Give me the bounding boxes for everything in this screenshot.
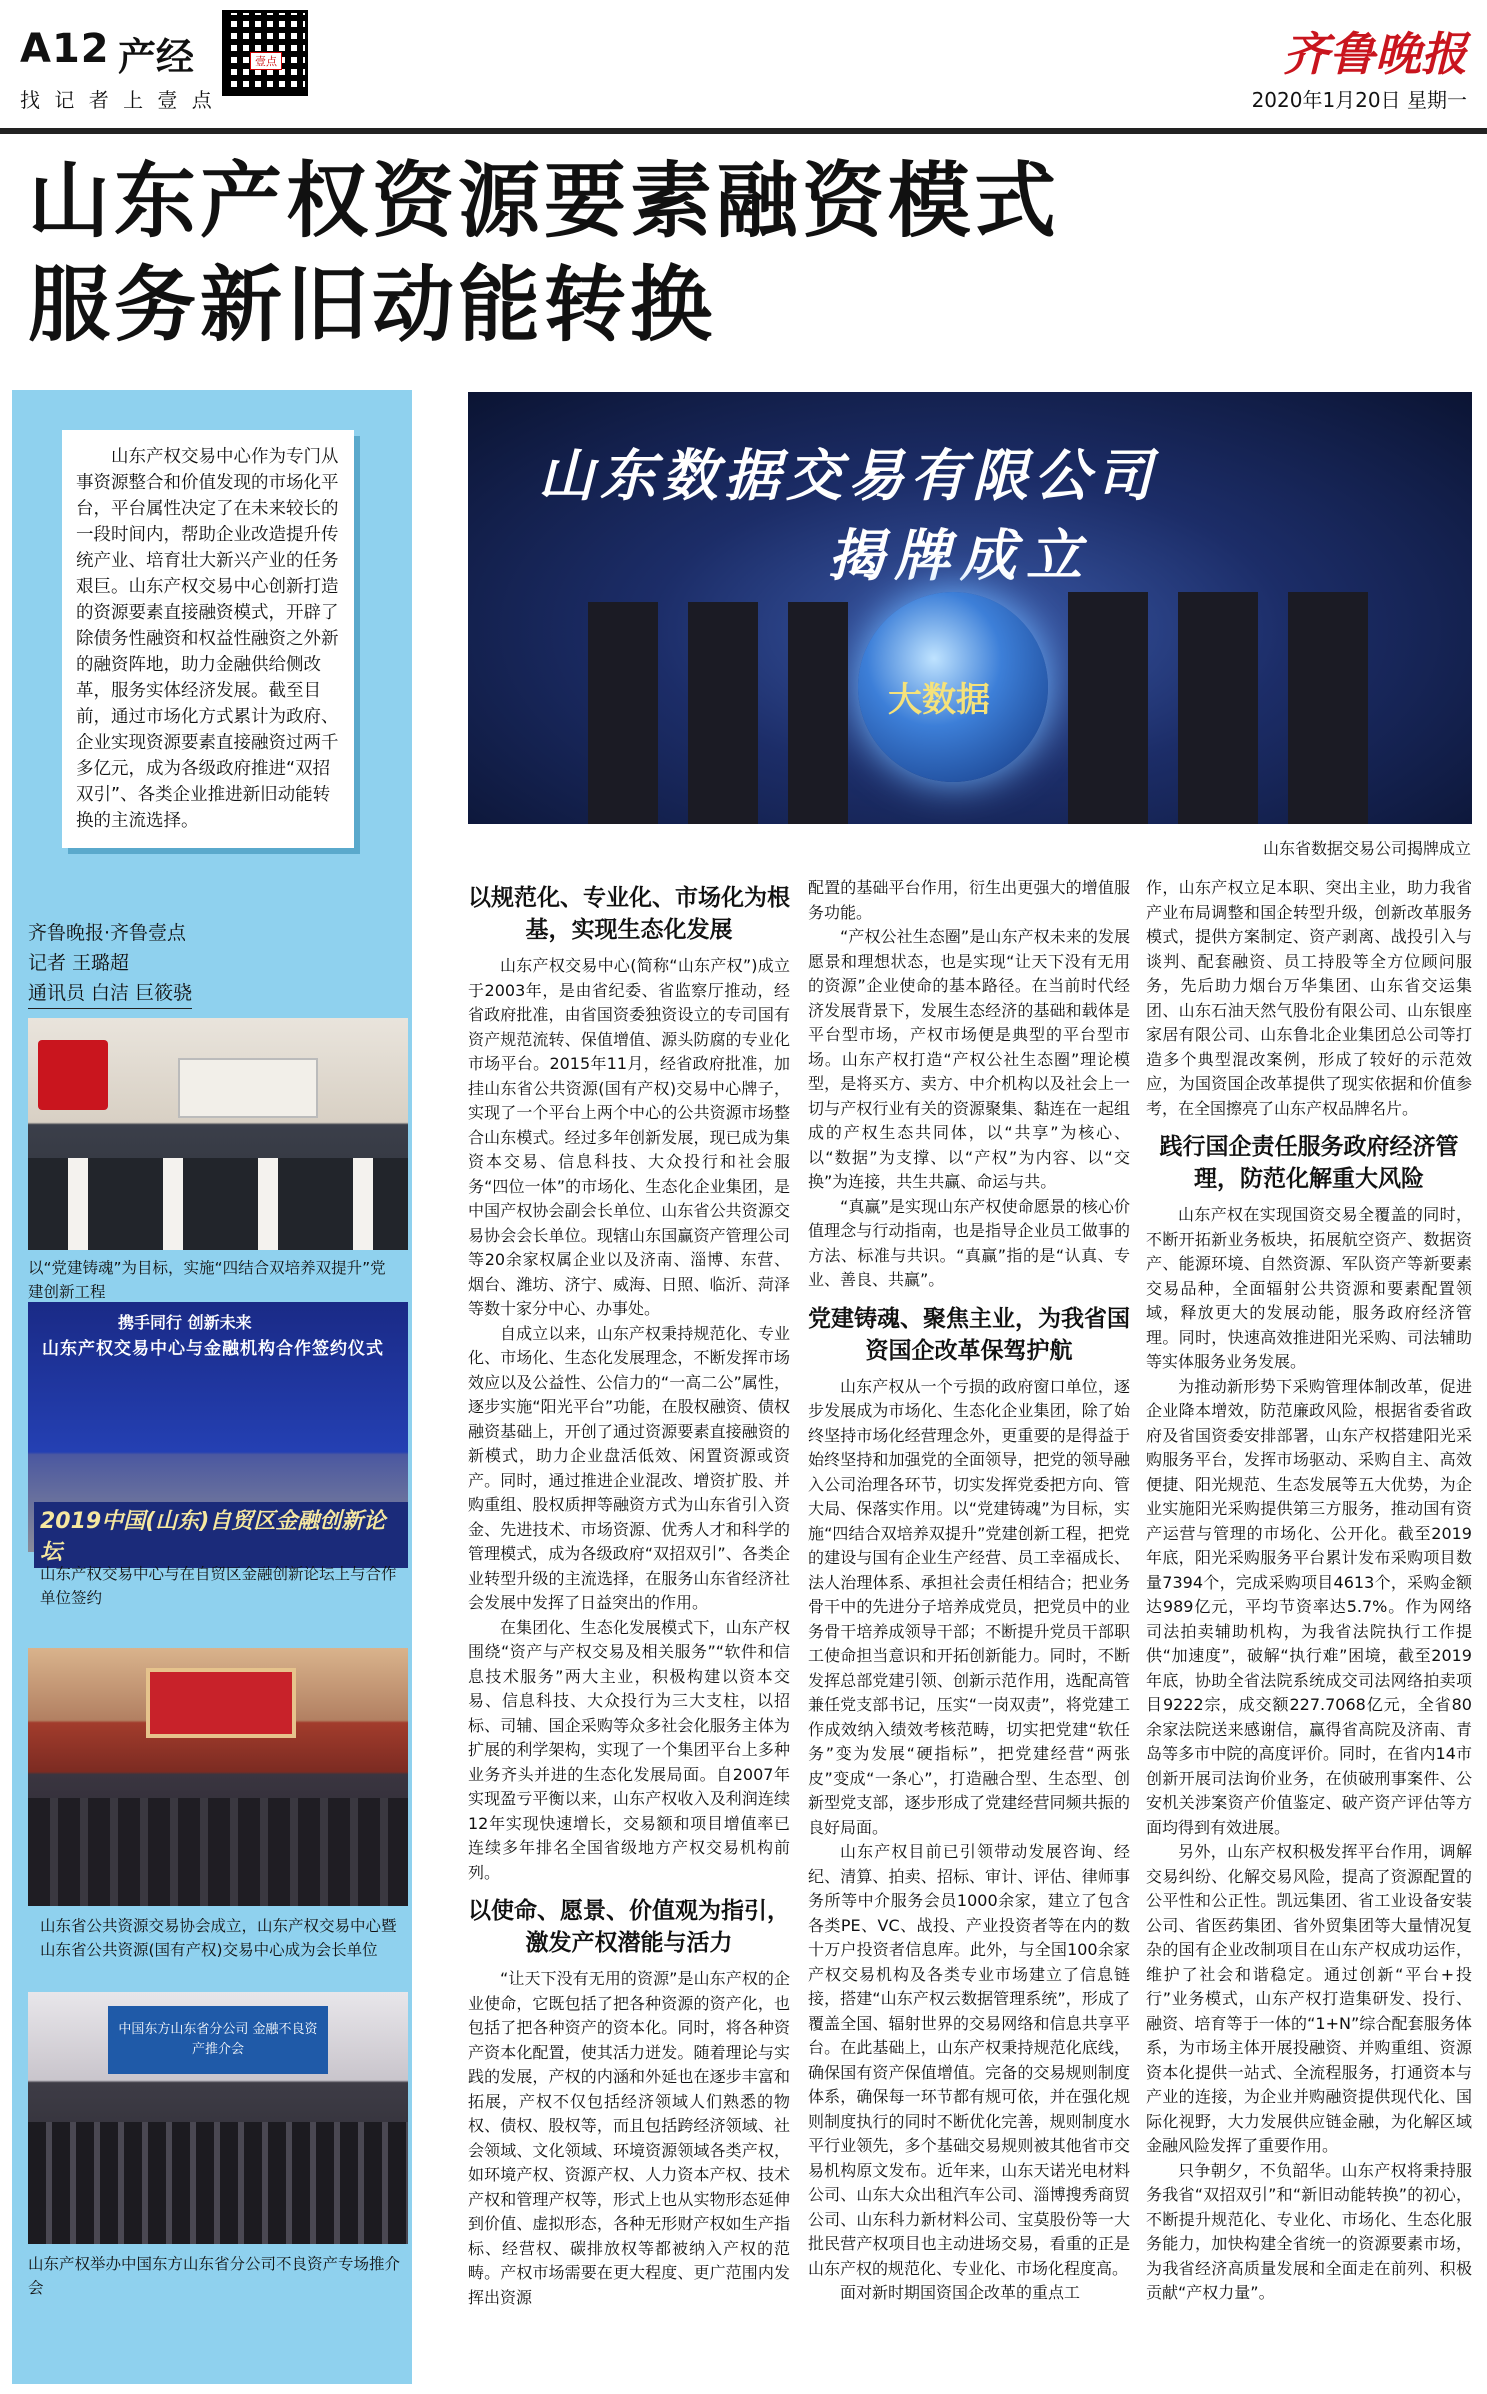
globe-label: 大数据	[888, 680, 990, 720]
red-board	[38, 1040, 108, 1110]
paragraph: 山东产权在实现国资交易全覆盖的同时，不断开拓新业务板块，拓展航空资产、数据资产、能源环境、自然资源、军队资产等新要素交易品种，全面辐射公共资源和要素配置领域，释放更大的发展动能，服务政府经济管理。同时，快速高效推进阳光采购、司法辅助等实体服务业务发展。	[1146, 1205, 1472, 1371]
header-tagline: 找 记 者 上 壹 点	[20, 88, 216, 112]
intro-box: 山东产权交易中心作为专门从事资源整合和价值发现的市场化平台，平台属性决定了在未来较长的一段时间内，帮助企业改造提升传统产业、培育壮大新兴产业的任务艰巨。山东产权交易中心创新打造的资源要素直接融资模式，开辟了除债务性融资和权益性融资之外新的融资阵地，助力金融供给侧改革，服务实体经济发展。截至目前，通过市场化方式累计为政府、企业实现资源要素直接融资过两千多亿元，成为各级政府推进“双招双引”、各类企业推进新旧动能转换的主流选择。	[62, 430, 354, 848]
main-photo-banner-line-2: 揭牌成立	[828, 523, 1092, 589]
section-name: 产经	[118, 35, 195, 79]
stage-screen: 中国东方山东省分公司 金融不良资产推介会	[108, 2006, 328, 2074]
paragraph: 作，山东产权立足本职、突出主业，助力我省产业布局调整和国企转型升级，创新改革服务模式，提供方案制定、资产剥离、战投引入与谈判、配套融资、员工持股等全方位顾问服务，先后助力烟台万华集团、山东省交运集团、山东石油天然气股份有限公司、山东银座家居有限公司、山东鲁北企业集团总公司等打造多个典型混改案例，形成了较好的示范效应，为国资国企改革提供了现实依据和价值参考，在全国擦亮了山东产权品牌名片。	[1146, 878, 1472, 1118]
paragraph: 山东产权从一个亏损的政府窗口单位，逐步发展成为市场化、生态化企业集团，除了始终坚持市场化经营理念外，更重要的是得益于始终坚持和加强党的全面领导，把党的领导融入公司治理各环节，切实发挥党委把方向、管大局、保落实作用。以“党建铸魂”为目标，实施“四结合双培养双提升”党建创新工程，把党的建设与国有企业生产经营、员工幸福成长、法人治理体系、承担社会责任相结合；把业务骨干中的先进分子培养成党员，把党员中的业务骨干培养成领导干部；不断提升党员干部职工使命担当意识和开拓创新能力。同时，不断发挥总部党建引领、创新示范作用，选配高管兼任党支部书记，压实“一岗双责”，将党建工作成效纳入绩效考核范畴，切实把党建“软任务”变为发展“硬指标”，把党建经营“两张皮”变成“一条心”，打造融合型、生态型、创新型党支部，逐步形成了党建经营同频共振的良好局面。	[808, 1376, 1130, 1837]
paragraph: 山东产权交易中心(简称“山东产权”)成立于2003年，是由省纪委、省监察厅推动，经省政府批准，由省国资委独资设立的专司国有资产规范流转、保值增值、源头防腐的专业化市场平台。2015年11月，经省政府批准，加挂山东省公共资源(国有产权)交易中心牌子，实现了一个平台上两个中心的公共资源市场整合山东模式。经过多年创新发展，现已成为集资本交易、信息科技、大众投行和社会服务“四位一体”的市场化、生态化企业集团，是中国产权协会副会长单位、山东省公共资源交易协会会长单位。现辖山东国赢资产管理公司等20余家权属企业以及济南、淄博、东营、烟台、潍坊、济宁、威海、日照、临沂、菏泽等数十家分中心、办事处。	[468, 956, 790, 1318]
audience	[28, 1158, 408, 1250]
paragraph: 另外，山东产权积极发挥平台作用，调解交易纠纷、化解交易风险，提高了资源配置的公平性和公正性。凯远集团、省工业设备安装公司、省医药集团、省外贸集团等大量情况复杂的国有企业改制项目在山东产权成功运作，维护了社会和谐稳定。通过创新“平台+投行”业务模式，山东产权打造集研发、投行、融资、培育等于一体的“1+N”综合配套服务体系，为市场主体开展投融资、并购重组、资源资本化提供一站式、全流程服务，打通资本与产业的连接，为企业并购融资提供现代化、国际化视野，大力发展供应链金融，为化解区域金融风险发挥了重要作用。	[1146, 1842, 1472, 2155]
photo-caption: 山东省公共资源交易协会成立，山东产权交易中心暨山东省公共资源(国有产权)交易中心成为会长单位	[40, 1917, 397, 1959]
stage-banner: 2019中国(山东)自贸区金融创新论坛	[34, 1502, 408, 1568]
subheading: 党建铸魂、聚焦主业，为我省国资国企改革保驾护航	[808, 1305, 1130, 1364]
byline-source: 齐鲁晚报·齐鲁壹点	[28, 922, 187, 944]
paragraph: 配置的基础平台作用，衍生出更强大的增值服务功能。	[808, 878, 1130, 922]
byline-correspondents: 通讯员 白洁 巨筱骁	[28, 978, 192, 1009]
photo-caption: 山东产权举办中国东方山东省分公司不良资产专场推介会	[28, 2255, 401, 2297]
paragraph: “让天下没有无用的资源”是山东产权的企业使命，它既包括了把各种资源的资产化，也包括了把各种资产的资本化。同时，将各种资产资本化配置，使其活力迸发。随着理论与实践的发展，产权的内涵和外延也在逐步丰富和拓展，产权不仅包括经济领域人们熟悉的物权、债权、股权等，而且包括跨经济领域、社会领域、文化领域、环境资源领域各类产权，如环境产权、资源产权、人力资本产权、技术产权和管理产权等，形式上也从实物形态延伸到价值、虚拟形态，各种无形财产权如生产指标、经营权、碳排放权等都被纳入产权的范畴。产权市场需要在更大程度、更广范围内发挥出资源	[468, 1969, 790, 2307]
subheading: 以规范化、专业化、市场化为根基，实现生态化发展	[468, 885, 790, 943]
main-photo	[468, 392, 1472, 824]
photo-caption: 山东产权交易中心与在自贸区金融创新论坛上与合作单位签约	[40, 1565, 397, 1607]
audience	[28, 2122, 408, 2244]
projection-screen	[146, 1668, 296, 1738]
headline-line-2: 服务新旧动能转换	[28, 258, 717, 353]
officials-left	[588, 602, 848, 824]
headline	[28, 150, 1060, 358]
paragraph: “产权公社生态圈”是山东产权未来的发展愿景和理想状态，也是实现“让天下没有无用的资源”企业使命的基本路径。在当前时代经济发展背景下，发展生态经济的基础和载体是平台型市场，产权市场便是典型的平台型市场。山东产权打造“产权公社生态圈”理论模型，是将买方、卖方、中介机构以及社会上一切与产权行业有关的资源聚集、黏连在一起组成的产权生态共同体，以“共享”为核心、以“数据”为支撑、以“产权”为内容、以“交换”为连接，共生共赢、命运与共。	[808, 927, 1130, 1191]
headline-line-1: 山东产权资源要素融资模式	[28, 154, 1061, 249]
paragraph: 为推动新形势下采购管理体制改革，促进企业降本增效，防范廉政风险，根据省委省政府及省国资委安排部署，山东产权搭建阳光采购服务平台，发挥市场驱动、采购自主、高效便捷、阳光规范、生态发展等五大优势，为企业实施阳光采购提供第三方服务，推动国有资产运营与管理的市场化、公开化。截至2019年底，阳光采购服务平台累计发布采购项目数量7394个，完成采购项目4613个，采购金额达989亿元，平均节资率达5.7%。作为网络司法拍卖辅助机构，为我省法院执行工作提供“加速度”，破解“执行难”困境，截至2019年底，协助全省法院系统成交司法网络拍卖项目9222宗，成交额227.7068亿元，全省80余家法院送来感谢信，赢得省高院及济南、青岛等多市中院的高度评价。同时，在省内14市创新开展司法询价业务，在侦破刑事案件、公安机关涉案资产价值鉴定、破产资产评估等方面均得到有效进展。	[1146, 1376, 1472, 1837]
main-photo-caption: 山东省数据交易公司揭牌成立	[1262, 839, 1471, 858]
paragraph: 只争朝夕，不负韶华。山东产权将秉持服务我省“双招双引”和“新旧动能转换”的初心，不断提升规范化、专业化、市场化、生态化服务能力，加快构建全省统一的资源要素市场，为我省经济高质量发展和全面走在前列、积极贡献“产权力量”。	[1146, 2160, 1472, 2302]
paragraph: 自成立以来，山东产权秉持规范化、专业化、市场化、生态化发展理念，不断发挥市场效应以及公益性、公信力的“一高二公”属性，逐步实施“阳光平台”功能，在股权融资、债权融资基础上，开创了通过资源要素直接融资的新模式，助力企业盘活低效、闲置资源或资产。同时，通过推进企业混改、增资扩股、并购重组、股权质押等融资方式为山东省引入资金、先进技术、市场资源、优秀人才和科学的管理模式，成为各级政府“双招双引”、各类企业转型升级的主流选择，在服务山东省经济社会发展中发挥了日益突出的作用。	[468, 1323, 790, 1612]
paragraph: 在集团化、生态化发展模式下，山东产权围绕“资产与产权交易及相关服务”“软件和信息技术服务”两大主业，积极构建以资本交易、信息科技、大众投行为三大支柱，以招标、司辅、国企采购等众多社会化服务主体为扩展的利学架构，实现了一个集团平台上多种业务齐头并进的生态化发展局面。自2007年实现盈亏平衡以来，山东产权收入及利润连续12年实现快速增长，交易额和项目增值率已连续多年排名全国省级地方产权交易机构前列。	[468, 1617, 790, 1882]
audience	[28, 1798, 408, 1906]
byline-reporter: 记者 王璐超	[28, 952, 130, 974]
page-number: A12	[20, 26, 110, 72]
subheading: 践行国企责任服务政府经济管理，防范化解重大风险	[1159, 1134, 1459, 1192]
officials-right	[1068, 592, 1368, 824]
main-photo-banner-line-1: 山东数据交易有限公司	[538, 443, 1158, 509]
photo-party-building	[28, 1018, 408, 1250]
photo-caption: 以“党建铸魂”为目标，实施“四结合双培养双提升”党建创新工程	[28, 1259, 386, 1301]
article-column-1	[468, 882, 790, 2310]
article-column-2	[808, 876, 1130, 2306]
masthead	[0, 0, 1487, 140]
photo-promotion	[28, 1992, 408, 2244]
byline	[28, 918, 398, 1009]
header-divider	[0, 128, 1487, 134]
banner-title: 山东产权交易中心与金融机构合作签约仪式	[42, 1339, 384, 1359]
paragraph: 面对新时期国资国企改革的重点工	[840, 2283, 1081, 2302]
newspaper-logo: 齐鲁晚报	[1283, 27, 1467, 81]
white-board	[178, 1058, 318, 1118]
paragraph: “真赢”是实现山东产权使命愿景的核心价值理念与行动指南，也是指导企业员工做事的方法、标准与共识。“真赢”指的是“认真、专业、善良、共赢”。	[808, 1196, 1130, 1289]
paragraph: 山东产权目前已引领带动发展咨询、经纪、清算、拍卖、招标、审计、评估、律师事务所等中介服务会员1000余家，建立了包含各类PE、VC、战投、产业投资者等在内的数十万户投资者信息库。此外，与全国100余家产权交易机构及各类专业市场建立了信息链接，搭建“山东产权云数据管理系统”，形成了覆盖全国、辐射世界的交易网络和信息共享平台。在此基础上，山东产权秉持规范化底线，确保国有资产保值增值。完备的交易规则制度体系，确保每一环节都有规可依，并在强化规则制度执行的同时不断优化完善，规则制度水平行业领先，多个基础交易规则被其他省市交易机构原文发布。近年来，山东天诺光电材料公司、山东大众出租汽车公司、淄博搜秀商贸公司、山东科力新材料公司、宝莫股份等一大批民营产权项目也主动进场交易，看重的正是山东产权的规范化、专业化、市场化程度高。	[808, 1842, 1130, 2278]
banner-slogan: 携手同行 创新未来	[118, 1313, 252, 1332]
photo-association	[28, 1648, 408, 1906]
photo-signing	[28, 1302, 408, 1565]
article-column-3	[1146, 876, 1472, 2306]
qr-tag: 壹点	[250, 52, 282, 70]
issue-date: 2020年1月20日 星期一	[1251, 88, 1467, 112]
subheading: 以使命、愿景、价值观为指引，激发产权潜能与活力	[468, 1898, 790, 1956]
